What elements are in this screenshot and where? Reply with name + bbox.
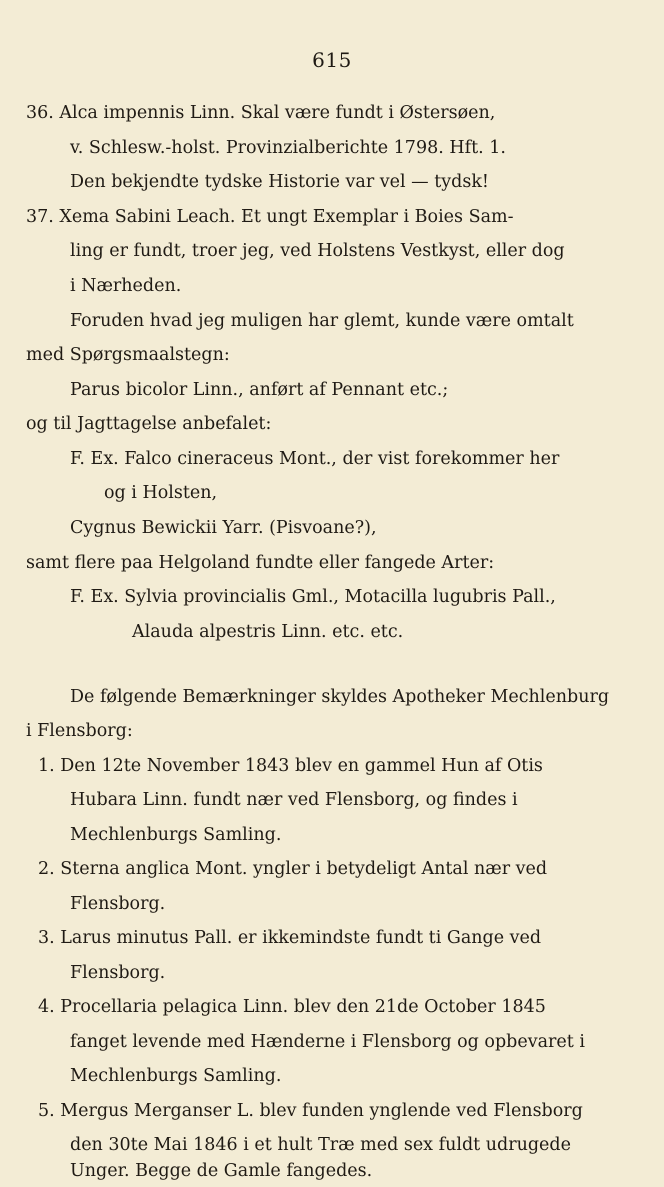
text-line: F. Ex. Sylvia provincialis Gml., Motacilla lugubris Pall., bbox=[70, 587, 556, 607]
text-line: 36. Alca impennis Linn. Skal være fundt i Østersøen, bbox=[26, 103, 496, 123]
text-line: fanget levende med Hænderne i Flensborg og opbevaret i bbox=[70, 1032, 585, 1052]
text-line: Mechlenburgs Samling. bbox=[70, 1066, 282, 1086]
text-line: og til Jagttagelse anbefalet: bbox=[26, 414, 272, 434]
text-line: 5. Mergus Merganser L. blev funden ynglende ved Flensborg bbox=[38, 1101, 583, 1121]
text-line: Flensborg. bbox=[70, 963, 166, 983]
text-line: i Nærheden. bbox=[70, 276, 182, 296]
text-line: Alauda alpestris Linn. etc. etc. bbox=[132, 622, 404, 642]
text-line: Flensborg. bbox=[70, 894, 166, 914]
text-line: ling er fundt, troer jeg, ved Holstens Vestkyst, eller dog bbox=[70, 241, 565, 261]
text-line: 2. Sterna anglica Mont. yngler i betydeligt Antal nær ved bbox=[38, 859, 548, 879]
text-line: 3. Larus minutus Pall. er ikkemindste fundt ti Gange ved bbox=[38, 928, 542, 948]
text-line: Mechlenburgs Samling. bbox=[70, 825, 282, 845]
text-line: Cygnus Bewickii Yarr. (Pisvoane?), bbox=[70, 518, 377, 538]
text-line: og i Holsten, bbox=[104, 483, 218, 503]
text-line: 37. Xema Sabini Leach. Et ungt Exemplar i Boies Sam- bbox=[26, 207, 514, 227]
text-line: med Spørgsmaalstegn: bbox=[26, 345, 230, 365]
page-number: 615 bbox=[312, 48, 352, 72]
text-line: v. Schlesw.-holst. Provinzialberichte 1798. Hft. 1. bbox=[70, 138, 506, 158]
text-line: Den bekjendte tydske Historie var vel — tydsk! bbox=[70, 172, 489, 192]
text-line: De følgende Bemærkninger skyldes Apotheker Mechlenburg bbox=[70, 687, 610, 707]
text-line: Foruden hvad jeg muligen har glemt, kunde være omtalt bbox=[70, 311, 574, 331]
text-line: Hubara Linn. fundt nær ved Flensborg, og findes i bbox=[70, 790, 518, 810]
text-line: 4. Procellaria pelagica Linn. blev den 21de October 1845 bbox=[38, 997, 546, 1017]
text-line: i Flensborg: bbox=[26, 721, 133, 741]
text-line: Unger. Begge de Gamle fangedes. bbox=[70, 1161, 373, 1181]
text-line: samt flere paa Helgoland fundte eller fangede Arter: bbox=[26, 553, 495, 573]
text-line: 1. Den 12te November 1843 blev en gammel Hun af Otis bbox=[38, 756, 543, 776]
text-line: F. Ex. Falco cineraceus Mont., der vist forekommer her bbox=[70, 449, 560, 469]
text-line: den 30te Mai 1846 i et hult Træ med sex fuldt udrugede bbox=[70, 1135, 571, 1155]
text-line: Parus bicolor Linn., anført af Pennant etc.; bbox=[70, 380, 449, 400]
